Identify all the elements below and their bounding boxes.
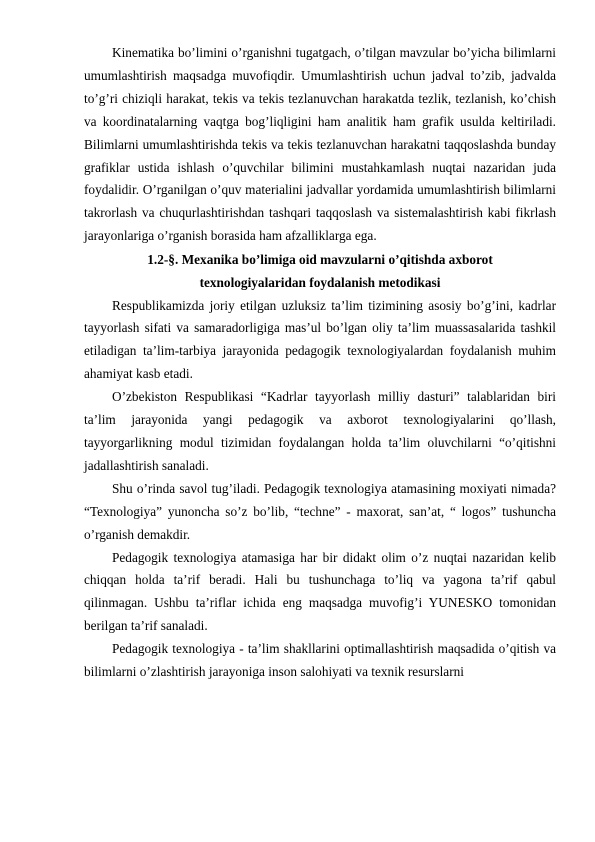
- section-heading: [84, 248, 556, 294]
- paragraph-national-program: O’zbekiston Respublikasi “Kadrlar tayyorlash milliy dasturi” talablaridan biri ta’lim jarayonida yangi pedagogik va axborot texnologiyalarini qo’llash, tayyorgarlikning modul tizimidan foydalangan holda ta’lim oluvchilarni “o’qitishni jadallashtirish sanaladi.: [84, 389, 556, 473]
- paragraph-technology-meaning: Shu o’rinda savol tug’iladi. Pedagogik texnologiya atamasining moxiyati nimada? “Texnologiya” yunoncha so’z bo’lib, “techne” - maxorat, san’at, “ logos” tushuncha o’rganish demakdir.: [84, 480, 556, 542]
- paragraph-pedagogical-technology: Pedagogik texnologiya - ta’lim shakllarini optimallashtirish maqsadida o’qitish va bilimlarni o’zlashtirish jarayoniga inson salohiyati va texnik resurslarni: [84, 641, 556, 680]
- section-heading-line-1: 1.2-§. Mexanika bo’limiga oid mavzularni o’qitishda axborot: [147, 252, 493, 268]
- document-page: [84, 42, 556, 684]
- paragraph-kinematics-summary: Kinematika bo’limini o’rganishni tugatgach, o’tilgan mavzular bo’yicha bilimlarni umumlashtirish maqsadga muvofiqdir. Umumlashtirish uchun jadval to’zib, jadvalda to’g’ri chiziqli harakat, tekis va tekis tezlanuvchan harakatda tezlik, tezlanish, ko’chish va koordinatalarning vaqtga bog’liqligini ham analitik ham grafik usulda keltiriladi. Bilimlarni umumlashtirishda tekis va tekis tezlanuvchan harakatni taqqoslashda bunday grafiklar ustida ishlash o’quvchilar bilimini mustahkamlash nuqtai nazaridan juda foydalidir. O’rganilgan o’quv materialini jadvallar yordamida umumlashtirish bilimlarni takrorlash va chuqurlashtirishdan tashqari taqqoslash va sistemalashtirish kabi fikrlash jarayonlariga o’rganish borasida ham afzalliklarga ega.: [84, 45, 556, 244]
- paragraph-continuous-education: Respublikamizda joriy etilgan uzluksiz ta’lim tizimining asosiy bo’g’ini, kadrlar tayyorlash sifati va samaradorligiga mas’ul bo’lgan oliy ta’lim muassasalarida tashkil etiladigan ta’lim-tarbiya jarayonida pedagogik texnologiyalardan foydalanish muhim ahamiyat kasb etadi.: [84, 297, 556, 382]
- paragraph-pedagogical-definition: Pedagogik texnologiya atamasiga har bir didakt olim o’z nuqtai nazaridan kelib chiqqan holda ta’rif beradi. Hali bu tushunchaga to’liq va yagona ta’rif qabul qilinmagan. Ushbu ta’riflar ichida eng maqsadga muvofig’i YUNESKO tomonidan berilgan ta’rif sanaladi.: [84, 549, 556, 634]
- section-heading-line-2: texnologiyalaridan foydalanish metodikasi: [199, 275, 441, 291]
